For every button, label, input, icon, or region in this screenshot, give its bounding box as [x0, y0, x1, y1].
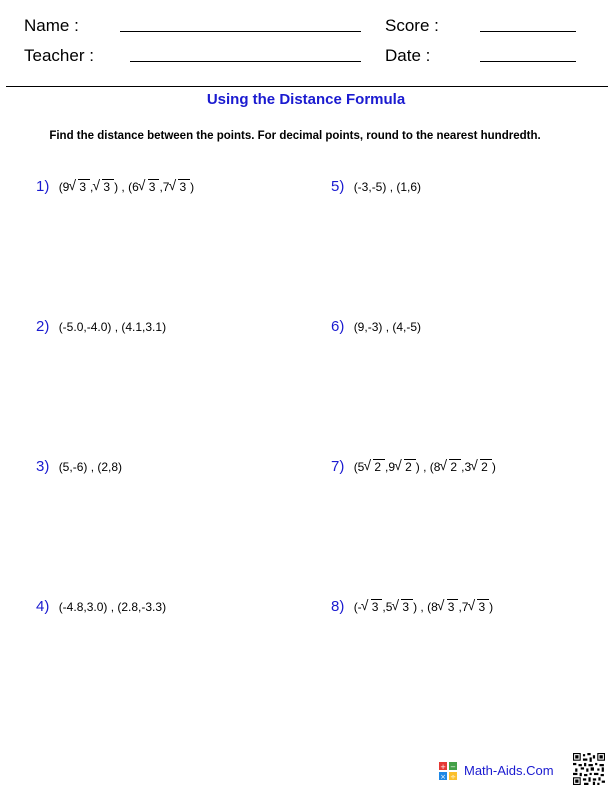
- problem-8: 8) (- √ 3 ,5 √ 3 ) , (8 √ 3 ,7 √ 3 ): [331, 597, 494, 615]
- sqrt-icon: √ 3: [393, 600, 413, 614]
- svg-text:−: −: [450, 763, 456, 771]
- date-label: Date :: [385, 46, 431, 65]
- sqrt-icon: √ 2: [365, 460, 385, 474]
- problem-3: [36, 458, 122, 475]
- sqrt-icon: √ 3: [469, 600, 489, 614]
- sqrt-icon: √ 2: [441, 460, 461, 474]
- problem-number: 2): [36, 318, 50, 335]
- sqrt-icon: √ 2: [472, 460, 492, 474]
- problem-number: 1): [36, 178, 50, 195]
- problem-5: [331, 178, 421, 195]
- qr-code-icon: [573, 753, 605, 785]
- problem-6: [331, 318, 421, 335]
- footer-site-link[interactable]: Math-Aids.Com: [464, 763, 554, 778]
- sqrt-icon: √ 3: [70, 180, 90, 194]
- problem-text: (9,-3) , (4,-5): [353, 320, 422, 334]
- sqrt-icon: √ 2: [396, 460, 416, 474]
- sqrt-icon: √ 3: [363, 600, 383, 614]
- header-divider: [6, 86, 608, 87]
- score-label: Score :: [385, 16, 439, 35]
- name-line[interactable]: [120, 31, 361, 32]
- problem-number: 3): [36, 458, 50, 475]
- teacher-label: Teacher :: [24, 46, 94, 65]
- instructions: Find the distance between the points. For decimal points, round to the nearest hundredth.: [49, 130, 541, 142]
- sqrt-icon: √ 3: [439, 600, 459, 614]
- date-line[interactable]: [480, 61, 576, 62]
- sqrt-icon: √ 3: [140, 180, 160, 194]
- svg-text:÷: ÷: [450, 773, 456, 780]
- problem-text: (-5.0,-4.0) , (4.1,3.1): [58, 320, 167, 334]
- svg-text:+: +: [440, 763, 446, 771]
- problem-number: 7): [331, 458, 345, 475]
- worksheet-title: Using the Distance Formula: [206, 91, 406, 108]
- name-label: Name :: [24, 16, 79, 35]
- problem-4: [36, 598, 166, 615]
- problem-2: [36, 318, 166, 335]
- svg-text:×: ×: [440, 773, 446, 780]
- problem-number: 4): [36, 598, 50, 615]
- problem-text: (-4.8,3.0) , (2.8,-3.3): [58, 600, 167, 614]
- problem-text: (-3,-5) , (1,6): [353, 180, 422, 194]
- sqrt-icon: √ 3: [94, 180, 114, 194]
- problem-text: (5,-6) , (2,8): [58, 460, 123, 474]
- sqrt-icon: √ 3: [170, 180, 190, 194]
- problem-number: 8): [331, 598, 345, 615]
- problem-number: 5): [331, 178, 345, 195]
- score-line[interactable]: [480, 31, 576, 32]
- problem-1: 1) (9 √ 3 , √ 3 ) , (6 √ 3 ,7 √ 3 ): [36, 177, 195, 195]
- teacher-line[interactable]: [130, 61, 361, 62]
- problem-number: 6): [331, 318, 345, 335]
- math-aids-logo-icon: [439, 762, 457, 780]
- problem-7: 7) (5 √ 2 ,9 √ 2 ) , (8 √ 2 ,3 √ 2 ): [331, 457, 496, 475]
